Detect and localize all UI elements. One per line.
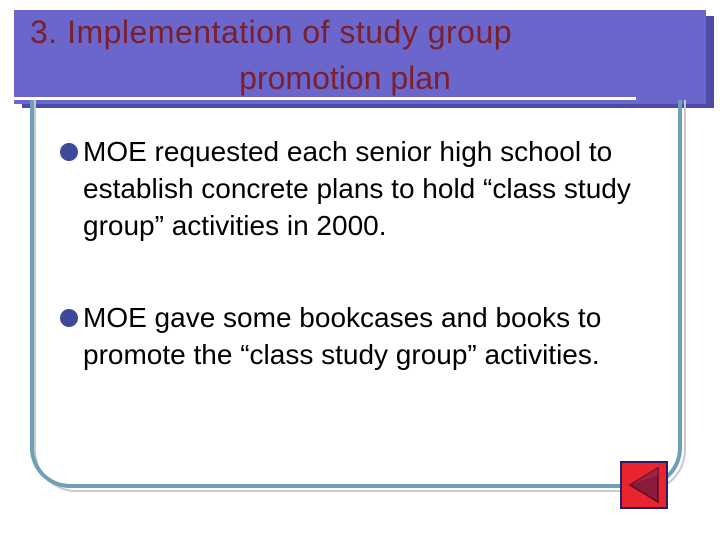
- bullet-text: MOE requested each senior high school to establish concrete plans to hold “class study group” activities in 2000.: [83, 136, 631, 241]
- bullet-item: [50, 133, 680, 244]
- slide-title-line1: 3. Implementation of study group: [30, 14, 513, 50]
- bullet-dot-icon: [60, 143, 78, 161]
- bullet-text: MOE gave some bookcases and books to promote the “class study group” activities.: [83, 302, 602, 370]
- back-button[interactable]: [620, 461, 668, 509]
- bullet-item: [50, 299, 680, 373]
- slide-title-line2: promotion plan: [239, 60, 451, 96]
- triangle-left-icon: [622, 463, 666, 507]
- bullet-dot-icon: [60, 309, 78, 327]
